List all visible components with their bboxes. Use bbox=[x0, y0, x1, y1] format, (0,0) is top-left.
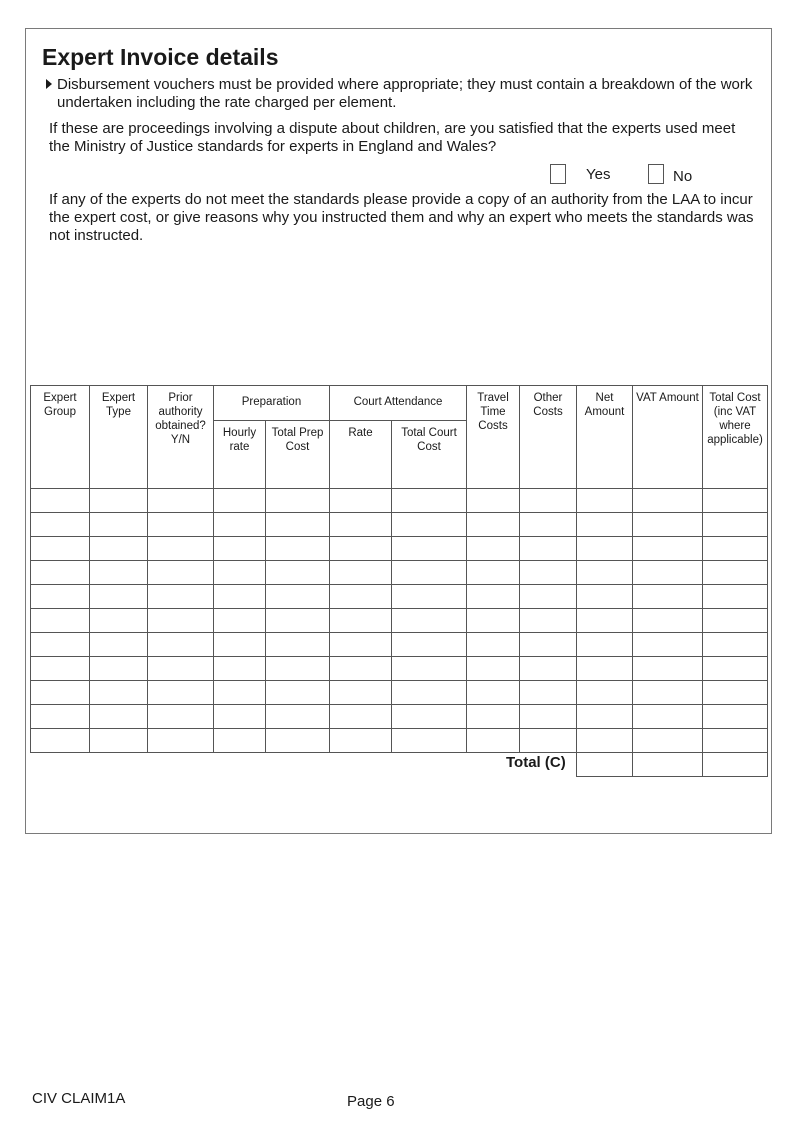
table-row bbox=[31, 609, 768, 633]
table-cell[interactable] bbox=[90, 705, 148, 729]
table-cell[interactable] bbox=[31, 681, 90, 705]
table-cell[interactable] bbox=[520, 537, 577, 561]
table-cell[interactable] bbox=[330, 729, 392, 753]
table-cell[interactable] bbox=[214, 657, 266, 681]
header-travel-time-costs: Travel Time Costs bbox=[467, 386, 520, 489]
table-cell[interactable] bbox=[90, 633, 148, 657]
table-cell[interactable] bbox=[703, 489, 768, 513]
header-rate: Rate bbox=[330, 421, 392, 489]
table-cell[interactable] bbox=[31, 537, 90, 561]
table-cell[interactable] bbox=[330, 537, 392, 561]
no-checkbox[interactable] bbox=[648, 164, 664, 184]
table-cell[interactable] bbox=[392, 705, 467, 729]
table-cell[interactable] bbox=[214, 609, 266, 633]
yes-label: Yes bbox=[586, 166, 611, 183]
table-row bbox=[31, 657, 768, 681]
table-cell[interactable] bbox=[392, 609, 467, 633]
table-cell[interactable] bbox=[633, 561, 703, 585]
table-cell[interactable] bbox=[703, 609, 768, 633]
table-cell[interactable] bbox=[330, 561, 392, 585]
table-row bbox=[31, 513, 768, 537]
header-court-attendance: Court Attendance bbox=[330, 386, 467, 421]
table-cell[interactable] bbox=[467, 633, 520, 657]
table-cell[interactable] bbox=[31, 633, 90, 657]
table-cell[interactable] bbox=[90, 585, 148, 609]
table-row bbox=[31, 561, 768, 585]
reasons-text-area[interactable] bbox=[40, 250, 760, 375]
table-cell[interactable] bbox=[31, 729, 90, 753]
table-cell[interactable] bbox=[467, 489, 520, 513]
table-cell[interactable] bbox=[214, 513, 266, 537]
section-title: Expert Invoice details bbox=[42, 44, 279, 70]
yes-checkbox[interactable] bbox=[550, 164, 566, 184]
table-cell[interactable] bbox=[633, 657, 703, 681]
table-cell[interactable] bbox=[266, 489, 330, 513]
page-number: Page 6 bbox=[347, 1093, 395, 1110]
table-cell[interactable] bbox=[520, 705, 577, 729]
table-cell[interactable] bbox=[520, 633, 577, 657]
header-total-cost: Total Cost (inc VAT where applicable) bbox=[703, 386, 768, 489]
table-cell[interactable] bbox=[520, 609, 577, 633]
table-cell[interactable] bbox=[214, 705, 266, 729]
table-cell[interactable] bbox=[520, 681, 577, 705]
table-cell[interactable] bbox=[148, 585, 214, 609]
table-cell[interactable] bbox=[467, 609, 520, 633]
children-dispute-question: If these are proceedings involving a dispute about children, are you satisfied that the experts used meet the Ministry of Justice standards for experts in England and Wales? bbox=[49, 120, 736, 155]
header-preparation: Preparation bbox=[214, 386, 330, 421]
table-cell[interactable] bbox=[577, 657, 633, 681]
table-cell[interactable] bbox=[633, 609, 703, 633]
table-cell[interactable] bbox=[31, 561, 90, 585]
invoice-rows bbox=[31, 489, 768, 777]
table-cell[interactable] bbox=[266, 609, 330, 633]
table-cell[interactable] bbox=[148, 513, 214, 537]
table-cell[interactable] bbox=[330, 705, 392, 729]
table-cell[interactable] bbox=[703, 681, 768, 705]
total-net-amount[interactable] bbox=[577, 753, 633, 777]
table-cell[interactable] bbox=[266, 513, 330, 537]
header-expert-group: Expert Group bbox=[31, 386, 90, 489]
table-row bbox=[31, 705, 768, 729]
table-cell[interactable] bbox=[90, 609, 148, 633]
table-cell[interactable] bbox=[214, 537, 266, 561]
table-cell[interactable] bbox=[90, 729, 148, 753]
table-cell[interactable] bbox=[467, 681, 520, 705]
table-cell[interactable] bbox=[31, 585, 90, 609]
table-cell[interactable] bbox=[31, 489, 90, 513]
table-cell[interactable] bbox=[633, 681, 703, 705]
table-cell[interactable] bbox=[577, 609, 633, 633]
table-row bbox=[31, 585, 768, 609]
table-cell[interactable] bbox=[633, 705, 703, 729]
table-cell[interactable] bbox=[330, 681, 392, 705]
table-cell[interactable] bbox=[31, 513, 90, 537]
total-row bbox=[31, 753, 768, 777]
table-cell[interactable] bbox=[90, 657, 148, 681]
table-cell[interactable] bbox=[392, 537, 467, 561]
table-cell[interactable] bbox=[90, 561, 148, 585]
table-cell[interactable] bbox=[214, 585, 266, 609]
table-cell[interactable] bbox=[703, 513, 768, 537]
table-cell[interactable] bbox=[467, 729, 520, 753]
table-cell[interactable] bbox=[520, 657, 577, 681]
table-cell[interactable] bbox=[31, 705, 90, 729]
table-cell[interactable] bbox=[148, 489, 214, 513]
table-cell[interactable] bbox=[90, 537, 148, 561]
table-row bbox=[31, 681, 768, 705]
table-row bbox=[31, 537, 768, 561]
table-cell[interactable] bbox=[703, 585, 768, 609]
table-cell[interactable] bbox=[392, 585, 467, 609]
table-cell[interactable] bbox=[577, 489, 633, 513]
table-cell[interactable] bbox=[392, 657, 467, 681]
table-cell[interactable] bbox=[392, 729, 467, 753]
header-expert-type: Expert Type bbox=[90, 386, 148, 489]
header-prior-authority: Prior authority obtained? Y/N bbox=[148, 386, 214, 489]
header-net-amount: Net Amount bbox=[577, 386, 633, 489]
table-cell[interactable] bbox=[703, 705, 768, 729]
table-cell[interactable] bbox=[148, 705, 214, 729]
table-cell[interactable] bbox=[266, 657, 330, 681]
table-cell[interactable] bbox=[520, 513, 577, 537]
table-cell[interactable] bbox=[392, 633, 467, 657]
table-cell[interactable] bbox=[148, 681, 214, 705]
table-cell[interactable] bbox=[633, 489, 703, 513]
table-cell[interactable] bbox=[703, 729, 768, 753]
standards-instruction: If any of the experts do not meet the standards please provide a copy of an authority from the LAA to incur the expert cost, or give reasons why you instructed them and why an expert who meets the standards was not instructed. bbox=[49, 191, 754, 244]
table-cell[interactable] bbox=[330, 633, 392, 657]
table-cell[interactable] bbox=[266, 561, 330, 585]
expert-invoice-table bbox=[30, 385, 768, 777]
form-code: CIV CLAIM1A bbox=[32, 1090, 126, 1107]
bullet-arrow-icon bbox=[46, 79, 52, 89]
table-row bbox=[31, 633, 768, 657]
table-cell[interactable] bbox=[148, 609, 214, 633]
table-cell[interactable] bbox=[330, 489, 392, 513]
table-cell[interactable] bbox=[577, 633, 633, 657]
header-total-prep-cost: Total Prep Cost bbox=[266, 421, 330, 489]
table-cell[interactable] bbox=[90, 489, 148, 513]
table-cell[interactable] bbox=[467, 513, 520, 537]
table-cell[interactable] bbox=[577, 729, 633, 753]
table-cell[interactable] bbox=[266, 633, 330, 657]
table-cell[interactable] bbox=[392, 561, 467, 585]
table-cell[interactable] bbox=[467, 537, 520, 561]
table-cell[interactable] bbox=[633, 537, 703, 561]
header-total-court-cost: Total Court Cost bbox=[392, 421, 467, 489]
table-cell[interactable] bbox=[266, 681, 330, 705]
table-cell[interactable] bbox=[577, 561, 633, 585]
table-cell[interactable] bbox=[633, 513, 703, 537]
table-cell[interactable] bbox=[31, 657, 90, 681]
table-cell[interactable] bbox=[703, 633, 768, 657]
table-cell[interactable] bbox=[90, 513, 148, 537]
table-cell[interactable] bbox=[214, 489, 266, 513]
table-cell[interactable] bbox=[214, 561, 266, 585]
table-cell[interactable] bbox=[392, 489, 467, 513]
table-cell[interactable] bbox=[467, 657, 520, 681]
table-cell[interactable] bbox=[633, 729, 703, 753]
table-cell[interactable] bbox=[148, 729, 214, 753]
table-cell[interactable] bbox=[520, 585, 577, 609]
table-cell[interactable] bbox=[148, 657, 214, 681]
header-vat-amount: VAT Amount bbox=[633, 386, 703, 489]
table-cell[interactable] bbox=[266, 537, 330, 561]
total-cost-sum[interactable] bbox=[703, 753, 768, 777]
table-cell[interactable] bbox=[31, 609, 90, 633]
table-cell[interactable] bbox=[577, 537, 633, 561]
table-cell[interactable] bbox=[392, 681, 467, 705]
total-row-spacer bbox=[31, 753, 577, 777]
table-cell[interactable] bbox=[577, 513, 633, 537]
table-cell[interactable] bbox=[214, 633, 266, 657]
voucher-note-text: Disbursement vouchers must be provided where appropriate; they must contain a breakdown of the work undertaken including the rate charged per element. bbox=[57, 76, 753, 111]
table-cell[interactable] bbox=[577, 705, 633, 729]
total-label: Total (C) bbox=[506, 754, 566, 771]
table-cell[interactable] bbox=[90, 681, 148, 705]
no-label: No bbox=[673, 168, 693, 185]
table-cell[interactable] bbox=[330, 585, 392, 609]
voucher-note bbox=[46, 76, 756, 112]
table-cell[interactable] bbox=[467, 705, 520, 729]
table-cell[interactable] bbox=[214, 729, 266, 753]
table-cell[interactable] bbox=[266, 585, 330, 609]
table-cell[interactable] bbox=[467, 585, 520, 609]
table-cell[interactable] bbox=[577, 681, 633, 705]
header-hourly-rate: Hourly rate bbox=[214, 421, 266, 489]
table-row bbox=[31, 729, 768, 753]
header-other-costs: Other Costs bbox=[520, 386, 577, 489]
table-cell[interactable] bbox=[633, 633, 703, 657]
table-cell[interactable] bbox=[520, 561, 577, 585]
table-cell[interactable] bbox=[214, 681, 266, 705]
table-cell[interactable] bbox=[577, 585, 633, 609]
table-cell[interactable] bbox=[520, 729, 577, 753]
table-cell[interactable] bbox=[520, 489, 577, 513]
table-cell[interactable] bbox=[148, 561, 214, 585]
table-cell[interactable] bbox=[266, 729, 330, 753]
table-cell[interactable] bbox=[148, 537, 214, 561]
table-cell[interactable] bbox=[330, 609, 392, 633]
table-cell[interactable] bbox=[633, 585, 703, 609]
table-cell[interactable] bbox=[266, 705, 330, 729]
table-cell[interactable] bbox=[392, 513, 467, 537]
table-cell[interactable] bbox=[703, 657, 768, 681]
table-cell[interactable] bbox=[703, 537, 768, 561]
total-vat-amount[interactable] bbox=[633, 753, 703, 777]
table-row bbox=[31, 489, 768, 513]
table-cell[interactable] bbox=[330, 513, 392, 537]
table-cell[interactable] bbox=[330, 657, 392, 681]
table-cell[interactable] bbox=[467, 561, 520, 585]
table-cell[interactable] bbox=[148, 633, 214, 657]
table-cell[interactable] bbox=[703, 561, 768, 585]
